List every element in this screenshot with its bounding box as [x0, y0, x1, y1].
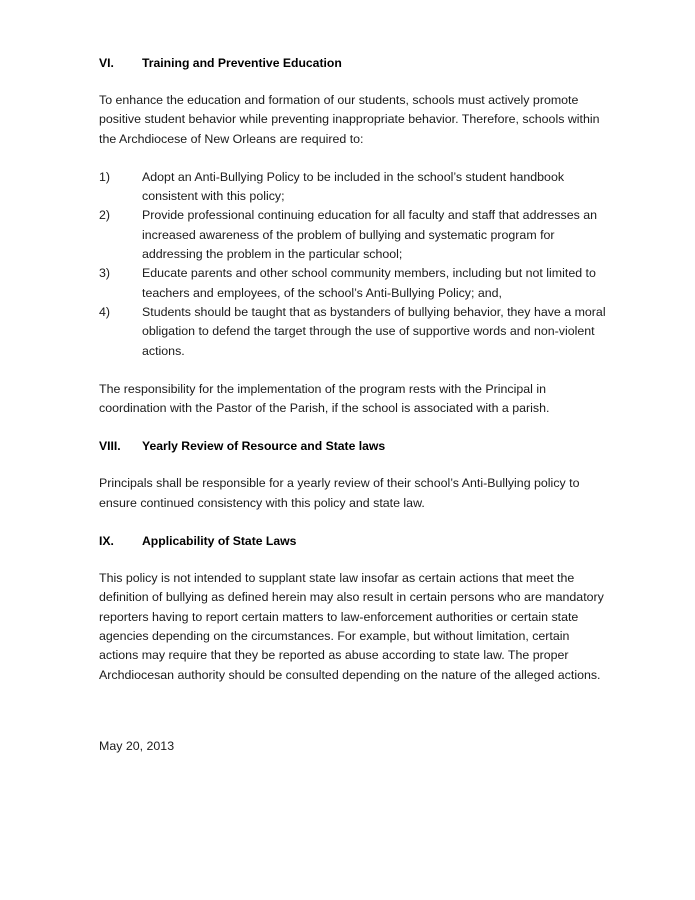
list-item — [99, 303, 611, 361]
list-item-text: Students should be taught that as bystanders of bullying behavior, they have a moral obligation to defend the target through the use of supportive words and non-violent actions. — [142, 304, 606, 358]
document-body — [99, 55, 611, 756]
section-heading-ix — [99, 533, 611, 550]
section-heading-viii — [99, 438, 611, 455]
document-date: May 20, 2013 — [99, 738, 175, 753]
spacer — [99, 72, 611, 91]
spacer — [99, 418, 611, 438]
list-item-marker: 3) — [99, 266, 111, 281]
section-vi-closing-paragraph: The responsibility for the implementation of the program rests with the Principal in coordination with the Pastor of the Parish, if the school is associated with a parish. — [99, 381, 550, 416]
section-viii-paragraph: Principals shall be responsible for a yearly review of their school’s Anti-Bullying policy to ensure continued consistency with this policy and state law. — [99, 476, 580, 510]
list-item — [99, 168, 611, 207]
list-item-marker: 4) — [99, 304, 111, 319]
spacer — [99, 685, 611, 737]
list-item — [99, 264, 611, 303]
section-number-ix: IX. — [99, 534, 114, 549]
list-item-text: Adopt an Anti-Bullying Policy to be included in the school’s student handbook consistent with this policy; — [142, 169, 565, 204]
list-item — [99, 206, 611, 264]
spacer — [99, 513, 611, 533]
section-heading-vi — [99, 55, 611, 72]
list-item-marker: 1) — [99, 169, 111, 184]
section-title-viii: Yearly Review of Resource and State laws — [142, 439, 386, 454]
spacer — [99, 550, 611, 569]
section-number-vi: VI. — [99, 56, 114, 70]
requirements-list — [99, 168, 611, 361]
list-item-text: Provide professional continuing education for all faculty and staff that addresses an increased awareness of the problem of bullying and systematic program for addressing the problem in the particular school; — [142, 208, 598, 262]
section-number-viii: VIII. — [99, 439, 121, 454]
section-title-vi: Training and Preventive Education — [142, 56, 342, 70]
section-vi-intro-paragraph: To enhance the education and formation of our students, schools must actively promote positive student behavior while preventing inappropriate behavior. Therefore, schools within the Archdiocese of New Orleans are required to: — [99, 93, 600, 146]
section-ix-paragraph: This policy is not intended to supplant state law insofar as certain actions that meet the definition of bullying as defined herein may also result in certain persons who are mandatory reporters having to report certain matters to law-enforcement authorities or certain state agencies depending on the circumstances. For example, but without limitation, certain actions may require that they be reported as abuse according to state law. The proper Archdiocesan authority should be consulted depending on the nature of the alleged actions. — [99, 571, 604, 682]
list-item-text: Educate parents and other school community members, including but not limited to teachers and employees, of the school’s Anti-Bullying Policy; and, — [142, 266, 596, 300]
spacer — [99, 149, 611, 168]
spacer — [99, 455, 611, 474]
spacer — [99, 361, 611, 380]
section-title-ix: Applicability of State Laws — [142, 534, 297, 549]
list-item-marker: 2) — [99, 208, 111, 223]
